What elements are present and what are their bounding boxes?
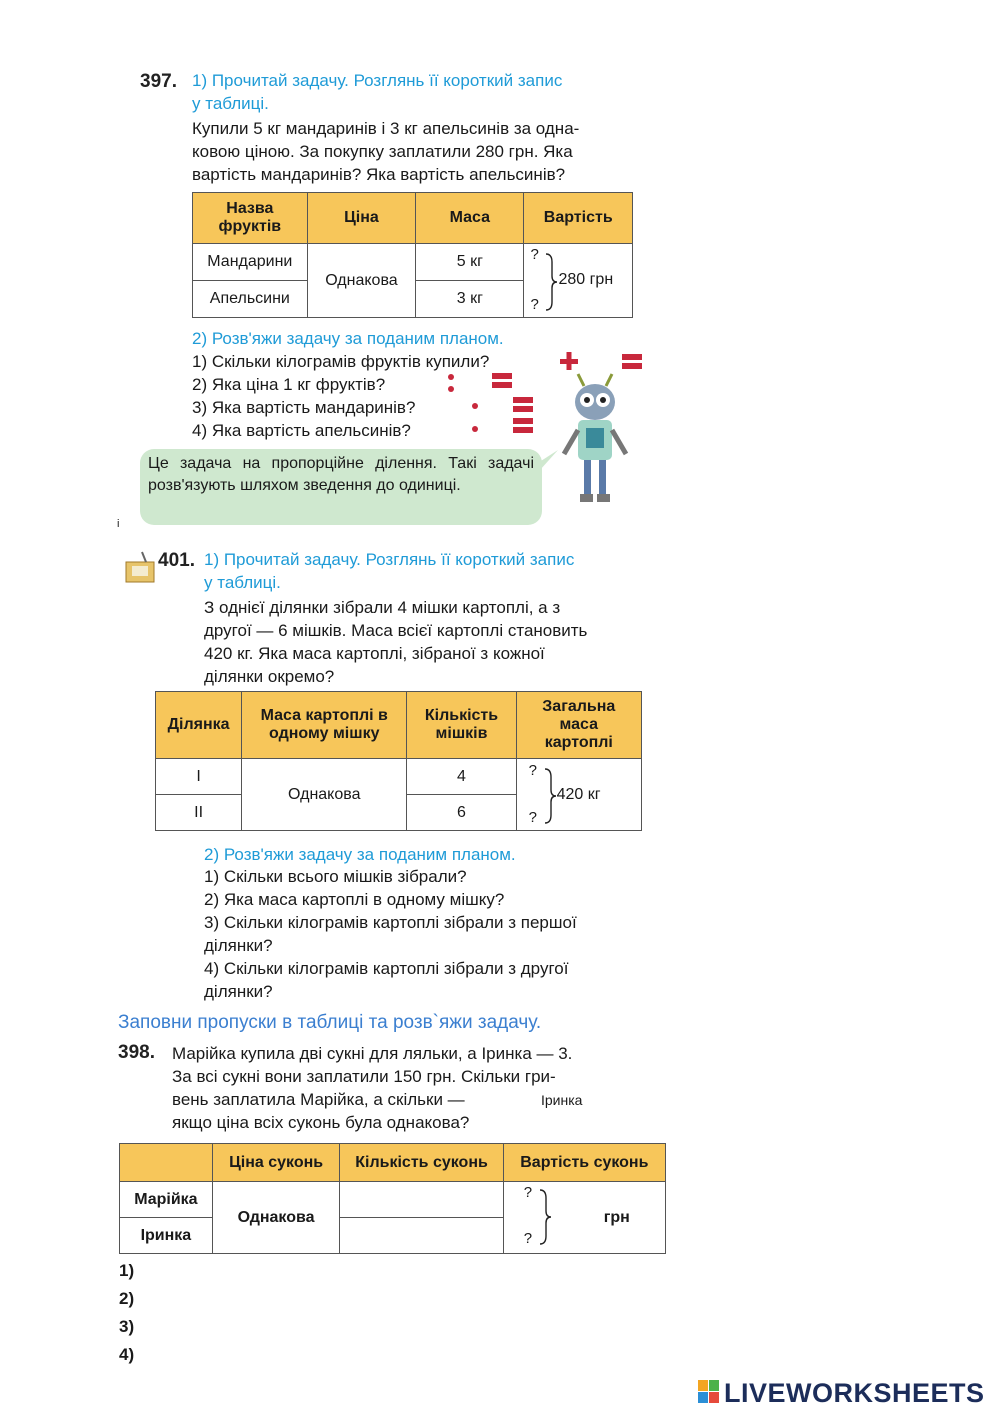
problem-401-task2: 2) Розв'яжи задачу за поданим планом. xyxy=(204,845,516,864)
header-mass: Маса xyxy=(416,193,524,244)
equals-icon xyxy=(513,397,535,413)
divide-icon xyxy=(446,373,456,395)
cell-mass: 5 кг xyxy=(416,244,524,281)
robot-speech-bubble: Це задача на пропорційне ділення. Такі задачі розв'язують шляхом зведення до одиниці. xyxy=(140,449,542,525)
brace-icon xyxy=(544,252,558,312)
cell-count-mariika-input[interactable] xyxy=(340,1182,503,1218)
cell-name-mariika: Марійка xyxy=(120,1182,213,1218)
header-bag-count: Кількість мішків xyxy=(407,692,516,759)
robot-icon xyxy=(556,372,634,506)
cell-plot: II xyxy=(156,795,242,831)
cell-price: Однакова xyxy=(212,1182,340,1254)
notebook-icon xyxy=(124,550,158,584)
cell-count-irynka-input[interactable] xyxy=(340,1218,503,1254)
problem-397-task2: 2) Розв'яжи задачу за поданим планом. xyxy=(192,329,504,348)
cell-cost: ? ? 280 грн xyxy=(524,244,633,318)
cell-bags: 6 xyxy=(407,795,516,831)
cell-cost: ? ? грн xyxy=(503,1182,665,1254)
header-plot: Ділянка xyxy=(156,692,242,759)
header-dress-count: Кількість суконь xyxy=(340,1144,503,1182)
cell-name-irynka: Іринка xyxy=(120,1218,213,1254)
plus-icon xyxy=(560,352,580,372)
inserted-word-irynka: Іринка xyxy=(541,1092,583,1108)
answer-2[interactable]: 2) xyxy=(119,1289,135,1308)
cell-mass: 3 кг xyxy=(416,281,524,318)
header-dress-cost: Вартість суконь xyxy=(503,1144,665,1182)
dot-icon xyxy=(470,424,480,434)
header-price: Ціна xyxy=(307,193,416,244)
answer-4[interactable]: 4) xyxy=(119,1345,135,1364)
cell-bags: 4 xyxy=(407,759,516,795)
problem-401-number: 401. xyxy=(158,550,195,571)
answer-1[interactable]: 1) xyxy=(119,1261,135,1280)
problem-398-table xyxy=(119,1143,666,1254)
problem-401-table xyxy=(155,691,642,831)
problem-397-number: 397. xyxy=(140,71,177,92)
instruction: Заповни пропуски в таблиці та розв`яжи задачу. xyxy=(118,1012,542,1033)
watermark-text: LIVEWORKSHEETS xyxy=(724,1378,985,1408)
header-empty xyxy=(120,1144,213,1182)
equals-icon xyxy=(492,373,514,389)
liveworksheets-logo-icon xyxy=(698,1380,720,1404)
brace-icon xyxy=(543,767,557,825)
cell-mass: Однакова xyxy=(242,759,407,831)
dot-icon xyxy=(470,401,480,411)
small-mark: і xyxy=(117,518,120,530)
brace-icon xyxy=(538,1188,552,1246)
cell-plot: I xyxy=(156,759,242,795)
header-dress-price: Ціна суконь xyxy=(212,1144,340,1182)
cell-fruit: Апельсини xyxy=(193,281,308,318)
answer-3[interactable]: 3) xyxy=(119,1317,135,1336)
equals-icon xyxy=(622,354,644,370)
header-fruit-name: Назва фруктів xyxy=(193,193,308,244)
equals-icon xyxy=(513,418,535,434)
cell-total: ? ? 420 кг xyxy=(516,759,641,831)
header-total-mass: Загальна маса картоплі xyxy=(516,692,641,759)
header-mass-per-bag: Маса картоплі в одному мішку xyxy=(242,692,407,759)
cell-fruit: Мандарини xyxy=(193,244,308,281)
header-cost: Вартість xyxy=(524,193,633,244)
cell-price: Однакова xyxy=(307,244,416,318)
problem-397-table xyxy=(192,192,633,318)
problem-398-number: 398. xyxy=(118,1042,155,1063)
